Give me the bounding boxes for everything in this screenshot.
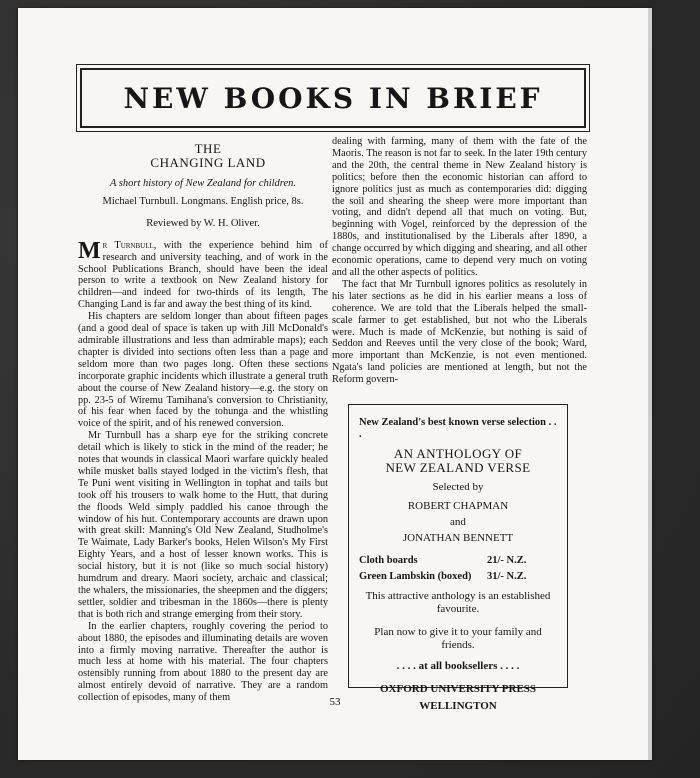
ad-editor-2: JONATHAN BENNETT <box>402 532 514 544</box>
review-paragraph-5: dealing with farming, many of them with the fate of the Maoris. The reason is not far to seek. In the later 19th century and the 20th, the central theme in New Zealand history is politics; before then the economic historian can afford to ignore politics just as much as contemporaries did: digging the soil and shearing the sheep were more important than voting, and didn't depend all that much on voting. But, beginning with Vogel, reinforced by the depression of the 1880s, and institutionalised by the Liberals after 1890, a change occurred by which digging and shearing, and all other economic operations, came to depend very much on voting and all the other aspects of politics. <box>332 136 587 278</box>
magazine-page <box>18 8 652 760</box>
ad-city: WELLINGTON <box>419 700 497 712</box>
review-paragraph-3: Mr Turnbull has a sharp eye for the striking concrete detail which is likely to stick in the mind of the reader; he notes that wounds in classical Maori warfare quickly healed while musket balls stayed lodged in the victim's flesh, that Te Puni went visiting in Wellington in tophat and tails but took off his trousers to walk home to the Hutt, that during the floods Weld simply paddled his canoe through the window of his hut. Contemporary accounts are drawn upon with great skill: Manning's Old New Zealand, Studholme's Te Waimate, Lady Barker's books, Helen Wilson's My First Eighty Years, and a host of lesser known works. This is social history, but it is not (like so much social history) humdrum and dreary. Maori society, archaic and classical; the whalers, the missionaries, the sheepmen and the diggers; settler, soldier and tribesman in the 1860s—there is plenty that is both rich and strange emerging from their story. <box>78 430 328 620</box>
book-title-line1: THE <box>194 141 222 156</box>
price-row-cloth <box>359 555 557 566</box>
page-number: 53 <box>329 696 341 708</box>
drop-cap: M <box>78 237 101 264</box>
ad-and: and <box>450 516 466 528</box>
book-title-line2: CHANGING LAND <box>150 155 266 170</box>
price-value-lambskin: 31/- N.Z. <box>487 571 527 582</box>
book-subtitle: A short history of New Zealand for children. <box>109 178 297 189</box>
ad-lead: New Zealand's best known verse selection . . . <box>359 417 557 440</box>
price-label-cloth: Cloth boards <box>359 555 418 566</box>
page-gutter <box>648 8 652 760</box>
section-title: NEW BOOKS IN BRIEF <box>123 81 543 115</box>
lead-small-caps: r Turnbull, <box>102 239 157 251</box>
lead-text: with the experience behind him of research and university teaching, and of work in the School Publications Branch, should have been the ideal person to write a textbook on New Zealand history for children—and indeed for two-thirds of its length, The Changing Land is far and away the best thing of its kind. <box>78 239 328 311</box>
price-value-cloth: 21/- N.Z. <box>487 555 527 566</box>
book-publication: Michael Turnbull. Longmans. English price, 8s. <box>102 195 304 207</box>
section-title-box <box>76 64 590 132</box>
ad-blurb: This attractive anthology is an established favourite. <box>365 590 551 615</box>
ad-plan: Plan now to give it to your family and friends. <box>374 626 542 651</box>
ad-selected-by: Selected by <box>432 481 484 493</box>
review-paragraph-6: The fact that Mr Turnbull ignores politics as resolutely in his later sections as he did in his earlier means a loss of coherence. We are told that the Liberals helped the small-scale farmer to get established, but not who the Liberals were. Much is made of McKenzie, but nothing is said of Seddon and Reeves until the very close of the book; Ward, more important than McKenzie, is not even mentioned. Ngata's land policies are mentioned at length, but not the Reform govern- <box>332 278 587 386</box>
review-paragraph-2: His chapters are seldom longer than about fifteen pages (and a good deal of space is taken up with Jill McDonald's admirable illustrations and less than admirable maps); each chapter is divided into sections often less than a page and seldom more than two pages long. Often these sections incorporate graphic incidents which illustrate a general truth about the course of New Zealand history—e.g. the story on pp. 23-5 of Wiremu Tamihana's conversion to Christianity, of his fear when faced by the tohunga and the whistling voice of the spirit, and of his renewed conversion. <box>78 311 328 430</box>
review-column-left <box>78 142 328 704</box>
ad-title-line1: AN ANTHOLOGY OF <box>393 446 523 461</box>
price-label-lambskin: Green Lambskin (boxed) <box>359 571 472 582</box>
ad-editor-1: ROBERT CHAPMAN <box>407 500 509 512</box>
ad-content <box>359 417 557 713</box>
review-paragraph-1 <box>78 237 328 311</box>
review-column-right <box>332 136 587 386</box>
review-paragraph-4: In the earlier chapters, roughly covering the period to about 1880, the episodes and illuminating details are woven into a firmly moving narrative. Thereafter the author is much less at home with his material. The four chapters ostensibly running from about 1880 to the present day are almost entirely devoid of narrative. They are a random collection of episodes, many of them <box>78 620 328 704</box>
ad-publisher: OXFORD UNIVERSITY PRESS <box>379 683 537 695</box>
reviewer-credit: Reviewed by W. H. Oliver. <box>146 217 260 229</box>
section-title-frame <box>80 68 586 128</box>
ad-title-line2: NEW ZEALAND VERSE <box>385 460 531 475</box>
ad-booksellers: . . . . at all booksellers . . . . <box>396 660 520 672</box>
price-row-lambskin <box>359 571 557 582</box>
anthology-advertisement <box>348 404 568 712</box>
